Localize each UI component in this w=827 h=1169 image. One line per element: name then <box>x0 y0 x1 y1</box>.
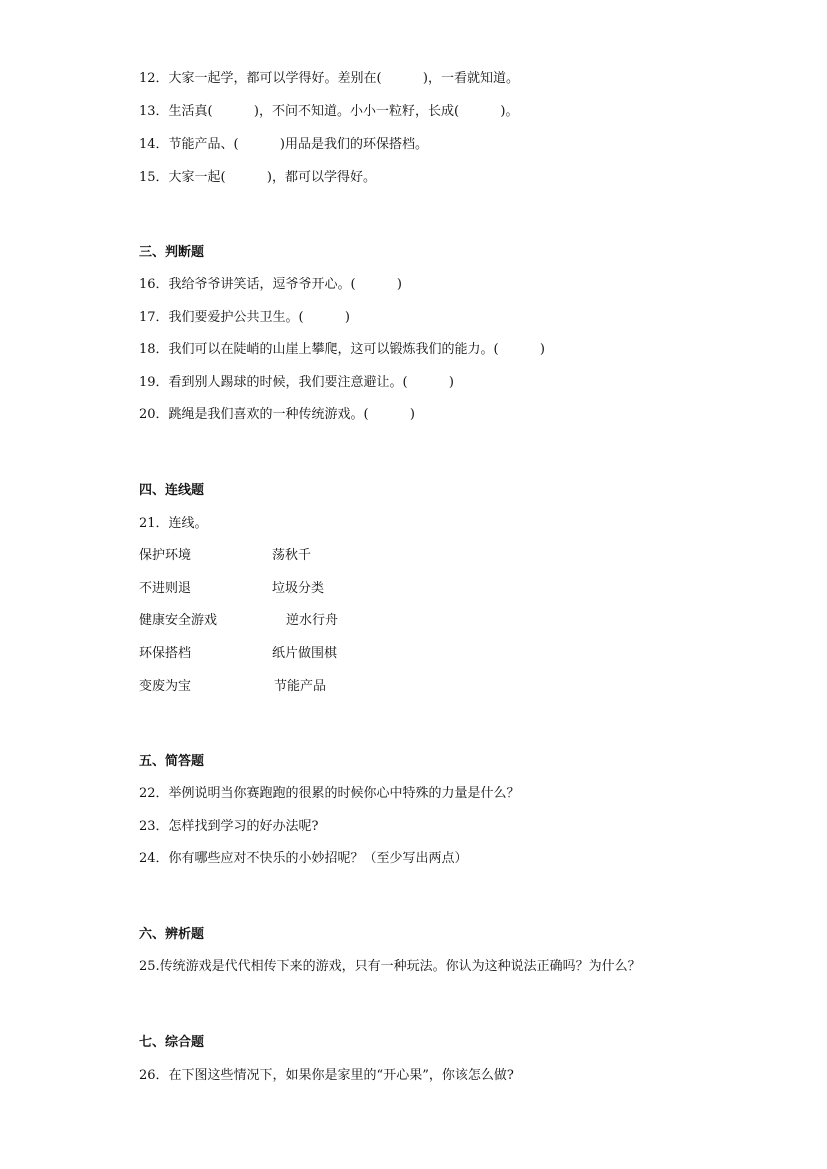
section-title-matching: 四、连线题 <box>139 483 205 498</box>
question-26: 26．在下图这些情况下，如果你是家里的“开心果”，你该怎么做? <box>139 1068 514 1083</box>
matching-left-item: 不进则退 <box>139 581 192 596</box>
question-22: 22．举例说明当你赛跑跑的很累的时候你心中特殊的力量是什么？ <box>139 786 520 801</box>
matching-right-item: 荡秋千 <box>272 548 312 563</box>
section-title-short-answer: 五、简答题 <box>139 754 205 769</box>
question-17: 17．我们要爱护公共卫生。( ) <box>139 310 351 325</box>
matching-left-item: 变废为宝 <box>139 679 192 694</box>
question-23: 23．怎样找到学习的好办法呢? <box>139 819 319 834</box>
matching-right-item: 节能产品 <box>274 679 327 694</box>
matching-left-item: 健康安全游戏 <box>139 613 218 628</box>
question-12: 12．大家一起学，都可以学得好。差别在( )，一看就知道。 <box>139 71 520 86</box>
section-title-comprehensive: 七、综合题 <box>139 1035 205 1050</box>
question-18: 18．我们可以在陡峭的山崖上攀爬，这可以锻炼我们的能力。( ) <box>139 342 546 357</box>
question-16: 16．我给爷爷讲笑话，逗爷爷开心。( ) <box>139 277 403 292</box>
question-15: 15．大家一起( )，都可以学得好。 <box>139 170 377 185</box>
question-14: 14．节能产品、( )用品是我们的环保搭档。 <box>139 137 429 152</box>
question-20: 20．跳绳是我们喜欢的一种传统游戏。( ) <box>139 407 416 422</box>
section-title-judge: 三、判断题 <box>139 245 205 260</box>
question-21: 21．连线。 <box>139 516 208 531</box>
question-24: 24．你有哪些应对不快乐的小妙招呢？（至少写出两点） <box>139 851 468 866</box>
question-19: 19．看到别人踢球的时候，我们要注意避让。( ) <box>139 375 455 390</box>
matching-right-item: 逆水行舟 <box>286 613 339 628</box>
section-title-analysis: 六、辨析题 <box>139 927 205 942</box>
matching-left-item: 保护环境 <box>139 548 192 563</box>
question-13: 13．生活真( )，不问不知道。小小一粒籽，长成( )。 <box>139 104 519 119</box>
matching-left-item: 环保搭档 <box>139 646 192 661</box>
matching-right-item: 垃圾分类 <box>272 581 325 596</box>
question-25: 25.传统游戏是代代相传下来的游戏，只有一种玩法。你认为这种说法正确吗？为什么？ <box>139 959 641 974</box>
matching-right-item: 纸片做围棋 <box>272 646 338 661</box>
